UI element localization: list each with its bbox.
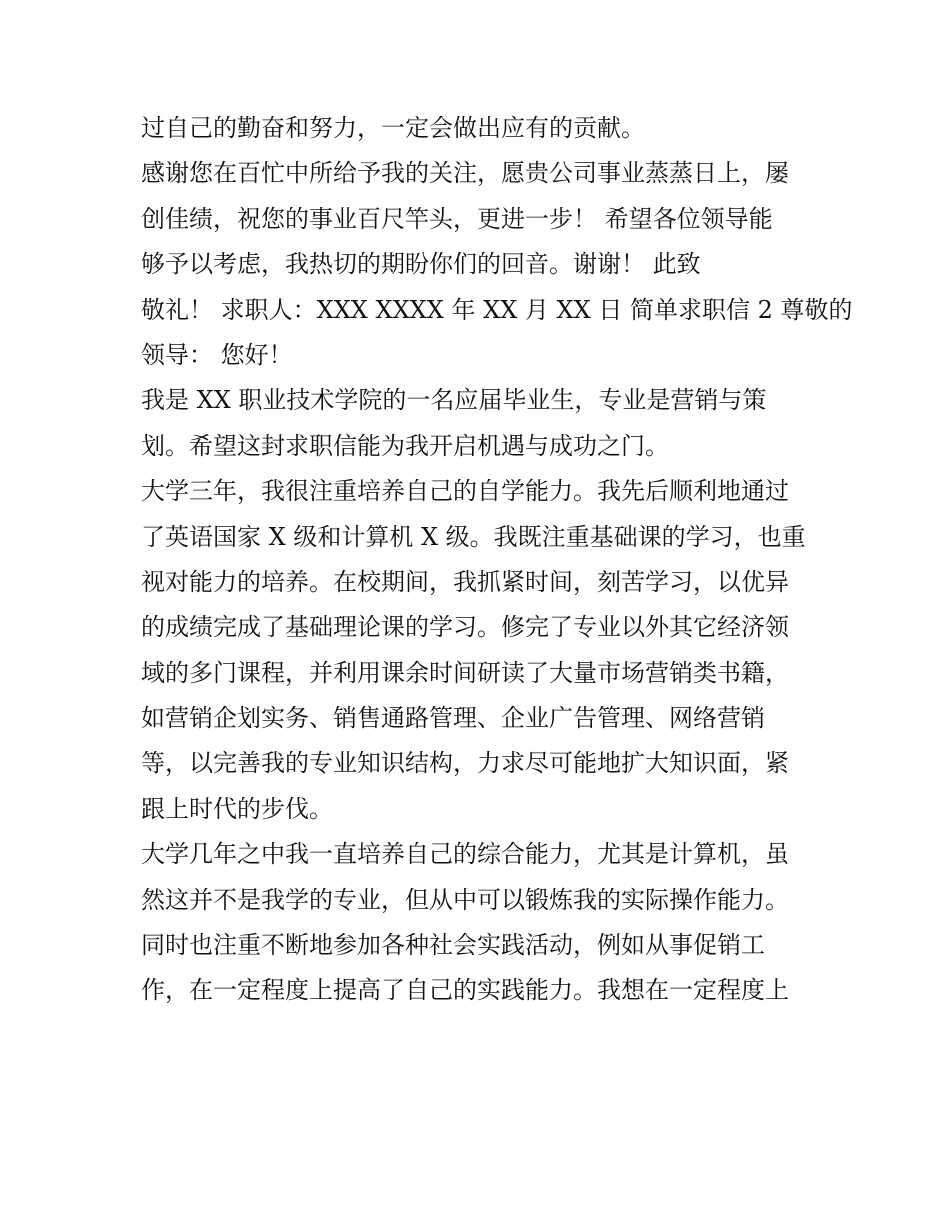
text-line: 大学三年，我很注重培养自己的自学能力。我先后顺利地通过 [141,477,789,506]
text-line: 同时也注重不断地参加各种社会实践活动，例如从事促销工 [141,931,765,960]
text-line: 跟上时代的步伐。 [141,794,333,823]
text-line: 然这并不是我学的专业，但从中可以锻炼我的实际操作能力。 [141,885,789,914]
text-line: 等，以完善我的专业知识结构，力求尽可能地扩大知识面，紧 [141,749,789,778]
text-line: 的成绩完成了基础理论课的学习。修完了专业以外其它经济领 [141,613,789,642]
text-line: 领导： 您好！ [141,340,293,369]
text-line: 大学几年之中我一直培养自己的综合能力，尤其是计算机，虽 [141,840,789,869]
text-line: 创佳绩，祝您的事业百尺竿头，更进一步！ 希望各位领导能 [141,204,773,233]
text-line: 划。希望这封求职信能为我开启机遇与成功之门。 [141,431,669,460]
text-line: 敬礼！ 求职人：XXX XXXX 年 XX 月 XX 日 简单求职信 2 尊敬的 [141,295,853,324]
text-line: 感谢您在百忙中所给予我的关注，愿贵公司事业蒸蒸日上，屡 [141,159,789,188]
text-line: 视对能力的培养。在校期间，我抓紧时间，刻苦学习，以优异 [141,567,789,596]
body-text [141,106,853,1014]
text-line: 过自己的勤奋和努力，一定会做出应有的贡献。 [141,114,645,142]
text-line: 够予以考虑，我热切的期盼你们的回音。谢谢！ 此致 [141,250,701,279]
text-line: 我是 XX 职业技术学院的一名应届毕业生，专业是营销与策 [141,386,767,415]
text-line: 作，在一定程度上提高了自己的实践能力。我想在一定程度上 [141,976,789,1005]
text-line: 域的多门课程，并利用课余时间研读了大量市场营销类书籍， [141,658,789,687]
text-line: 了英语国家 X 级和计算机 X 级。我既注重基础课的学习，也重 [141,522,806,551]
text-line: 如营销企划实务、销售通路管理、企业广告管理、网络营销 [141,704,765,733]
